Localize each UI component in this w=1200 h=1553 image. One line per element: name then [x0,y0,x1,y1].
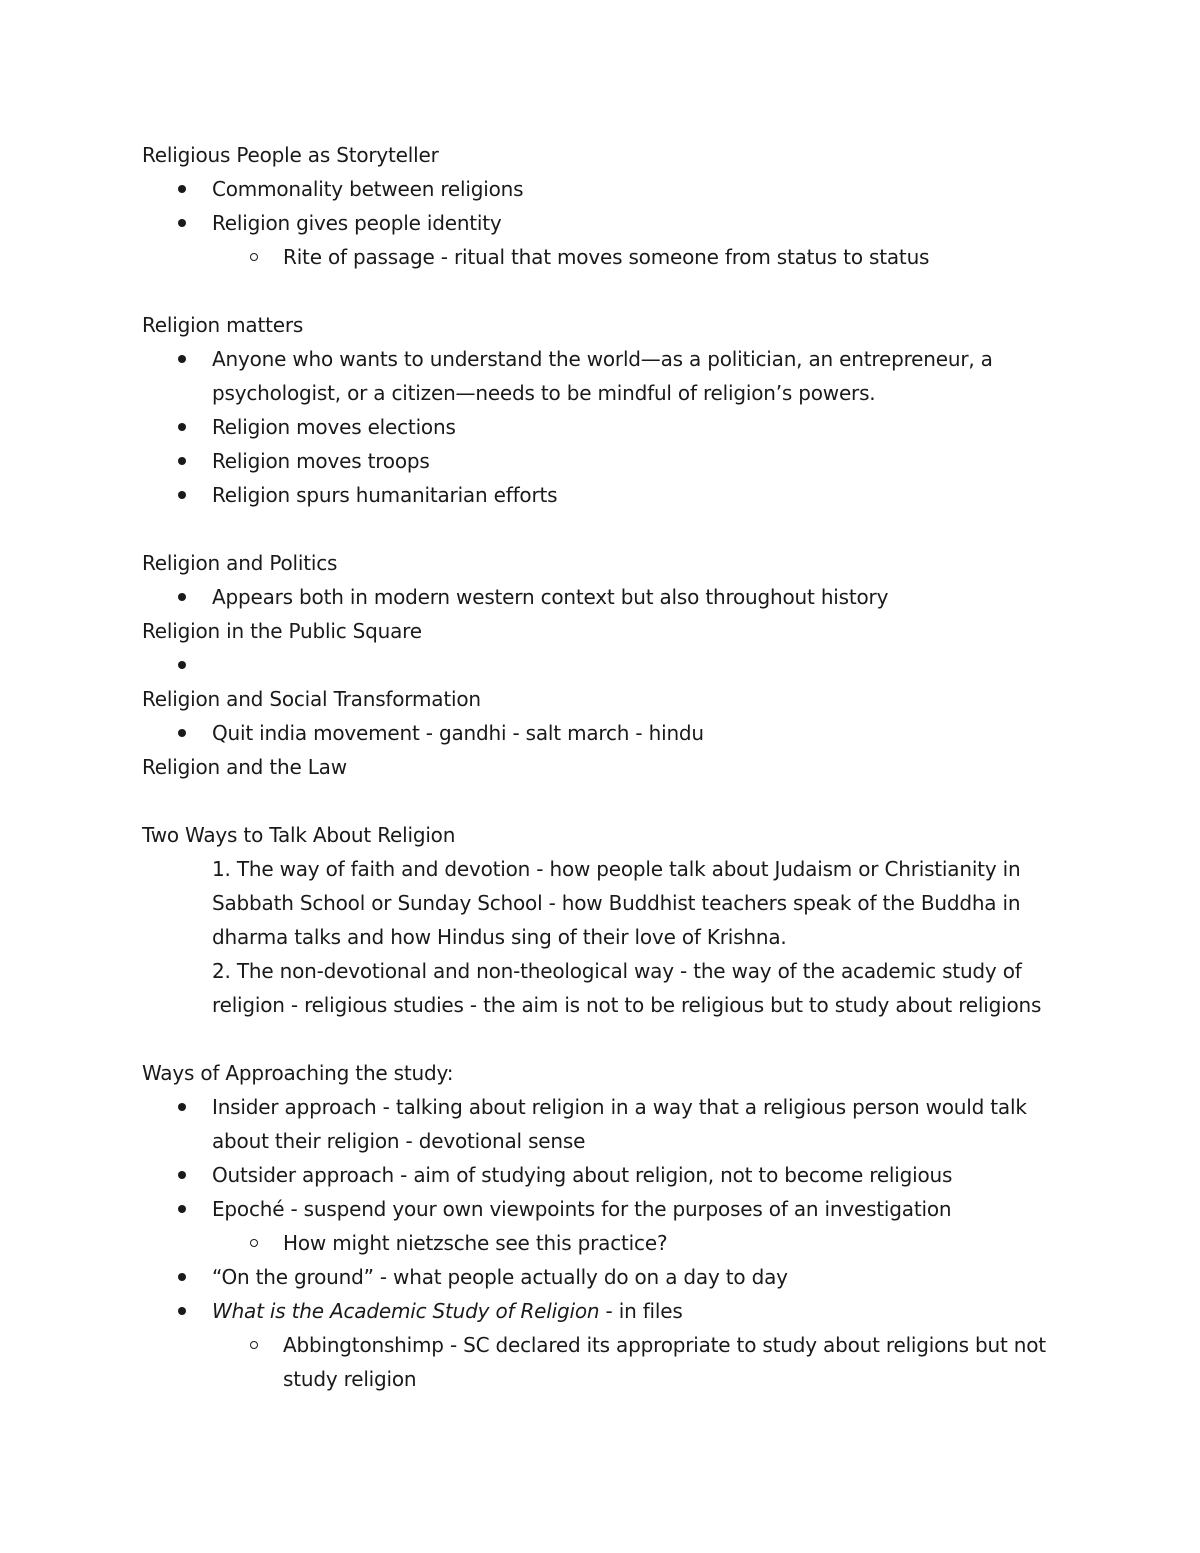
numbered-item-continuation: dharma talks and how Hindus sing of their love of Krishna. [212,925,787,949]
bullet-icon [178,355,186,363]
bullet-icon [178,423,186,431]
hollow-bullet-icon [250,1239,258,1247]
section-heading: Religious People as Storyteller [142,143,439,167]
list-item [0,716,1200,750]
numbered-item-text: 2. The non-devotional and non-theological way - the way of the academic study of [212,959,1022,983]
bullet-icon [178,1307,186,1315]
sub-list-item-continuation: study religion [283,1367,417,1391]
list-item [0,1192,1200,1226]
section-heading: Religion in the Public Square [142,619,422,643]
section-heading: Religion and Politics [142,551,338,575]
sub-list-item [0,1226,1200,1260]
list-item-text: Quit india movement - gandhi - salt march - hindu [212,721,704,745]
list-item [0,444,1200,478]
list-item-text: Appears both in modern western context but also throughout history [212,585,889,609]
list-item [0,1260,1200,1294]
list-item-text: - in files [599,1299,683,1323]
section-heading: Religion and Social Transformation [142,687,481,711]
bullet-icon [178,457,186,465]
list-item-text: Outsider approach - aim of studying about religion, not to become religious [212,1163,953,1187]
list-item [0,410,1200,444]
numbered-item-text: 1. The way of faith and devotion - how people talk about Judaism or Christianity in [212,857,1021,881]
list-item-text: Insider approach - talking about religion in a way that a religious person would talk [212,1095,1027,1119]
spacer [0,274,1200,308]
list-item-text: Anyone who wants to understand the world—as a politician, an entrepreneur, a [212,347,993,371]
bullet-icon [178,1273,186,1281]
bullet-icon [178,1103,186,1111]
spacer [0,784,1200,818]
list-item-text: Commonality between religions [212,177,524,201]
bullet-icon [178,491,186,499]
spacer [0,512,1200,546]
list-item-text: Epoché - suspend your own viewpoints for the purposes of an investigation [212,1197,952,1221]
list-item [0,580,1200,614]
document-page [0,138,1200,1396]
list-item-continuation: about their religion - devotional sense [212,1129,586,1153]
hollow-bullet-icon [250,253,258,261]
section-heading: Religion matters [142,313,304,337]
section-heading: Two Ways to Talk About Religion [142,823,456,847]
bullet-icon [178,185,186,193]
list-item-text: Religion spurs humanitarian efforts [212,483,558,507]
list-item [0,342,1200,376]
sub-list-item [0,240,1200,274]
sub-list-item-text: Abbingtonshimp - SC declared its appropriate to study about religions but not [283,1333,1046,1357]
list-item-text: Religion moves elections [212,415,456,439]
sub-list-item [0,1328,1200,1362]
bullet-icon [178,219,186,227]
list-item-continuation: psychologist, or a citizen—needs to be mindful of religion’s powers. [212,381,876,405]
sub-list-item-text: How might nietzsche see this practice? [283,1231,668,1255]
list-item [0,1090,1200,1124]
numbered-item-continuation: Sabbath School or Sunday School - how Buddhist teachers speak of the Buddha in [212,891,1021,915]
spacer [0,1022,1200,1056]
list-item-text: Religion gives people identity [212,211,502,235]
section-heading: Religion and the Law [142,755,347,779]
bullet-icon [178,661,186,669]
list-item [0,1294,1200,1328]
section-heading: Ways of Approaching the study: [142,1061,454,1085]
list-item-text: Religion moves troops [212,449,430,473]
bullet-icon [178,729,186,737]
hollow-bullet-icon [250,1341,258,1349]
sub-list-item-text: Rite of passage - ritual that moves someone from status to status [283,245,930,269]
list-item [0,206,1200,240]
bullet-icon [178,1205,186,1213]
bullet-icon [178,593,186,601]
list-item-italic-title: What is the Academic Study of Religion [212,1299,600,1323]
bullet-icon [178,1171,186,1179]
list-item [0,172,1200,206]
list-item [0,478,1200,512]
list-item [0,648,1200,682]
numbered-item-continuation: religion - religious studies - the aim is not to be religious but to study about religions [212,993,1042,1017]
list-item-text: “On the ground” - what people actually do on a day to day [212,1265,788,1289]
list-item [0,1158,1200,1192]
